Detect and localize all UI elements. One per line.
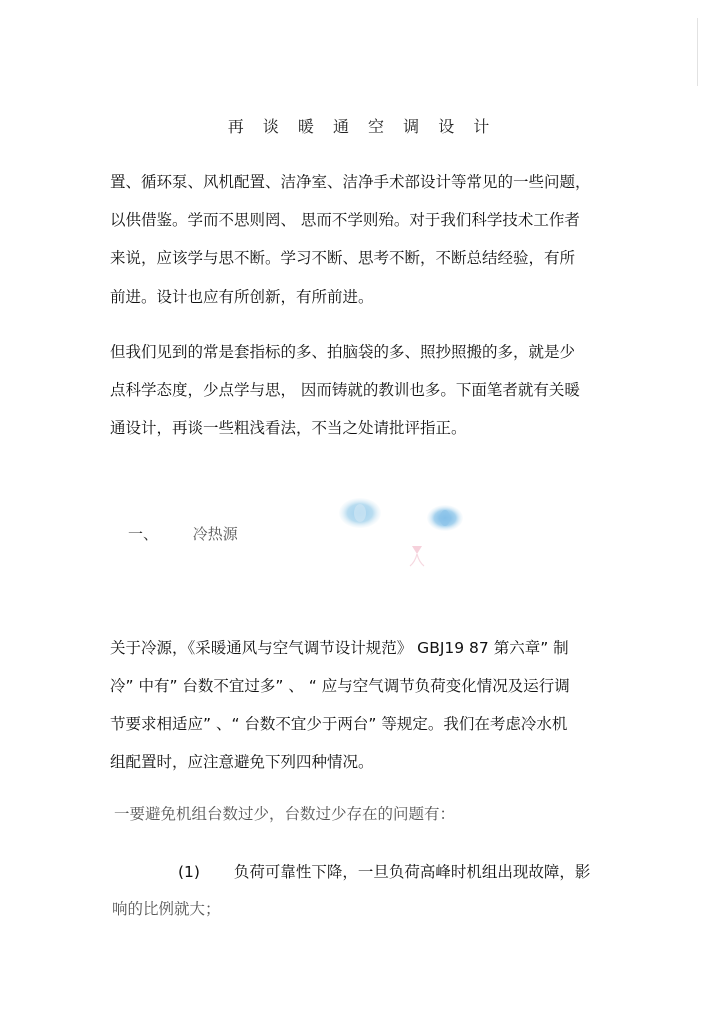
paragraph-line: 节要求相适应” 、“ 台数不宜少于两台” 等规定。我们在考虑冷水机 xyxy=(110,715,568,733)
section-label: 冷热源 xyxy=(192,525,238,543)
cat-face-watermark-icon xyxy=(330,488,470,588)
list-item xyxy=(178,860,590,882)
paragraph-line: 置、循环泵、风机配置、洁净室、洁净手术部设计等常见的一些问题， xyxy=(110,173,591,191)
section-heading xyxy=(128,523,238,544)
paragraph-line: 前进。设计也应有所创新，有所前进。 xyxy=(110,288,374,306)
section-number: 一、 xyxy=(128,525,159,543)
paragraph-line: 以供借鉴。学而不思则罔、 思而不学则殆。对于我们科学技术工作者 xyxy=(110,211,580,229)
list-item-continuation: 响的比例就大； xyxy=(112,900,221,918)
paragraph-line: 冷” 中有” 台数不宜过多” 、 “ 应与空气调节负荷变化情况及运行调 xyxy=(110,677,570,695)
paragraph-line: 点科学态度，少点学与思， 因而铸就的教训也多。下面笔者就有关暖 xyxy=(110,381,580,399)
document-title: 再 谈 暖 通 空 调 设 计 xyxy=(227,117,497,136)
paragraph-line: 关于冷源，《采暖通风与空气调节设计规范》 GBJ19 87 第六章” 制 xyxy=(110,639,569,657)
paragraph-line: 组配置时，应注意避免下列四种情况。 xyxy=(110,753,374,771)
list-item-text: 负荷可靠性下降，一旦负荷高峰时机组出现故障，影 xyxy=(233,863,591,881)
paragraph-line: 但我们见到的常是套指标的多、拍脑袋的多、照抄照搬的多，就是少 xyxy=(110,343,576,361)
paragraph-line: 来说，应该学与思不断。学习不断、思考不断，不断总结经验，有所 xyxy=(110,249,576,267)
paragraph-line: 通设计，再谈一些粗浅看法，不当之处请批评指正。 xyxy=(110,419,467,437)
point-heading: 一要避免机组台数过少，台数过少存在的问题有： xyxy=(114,805,456,823)
list-item-number: (1) xyxy=(178,863,200,881)
page-edge-mark xyxy=(697,18,698,86)
